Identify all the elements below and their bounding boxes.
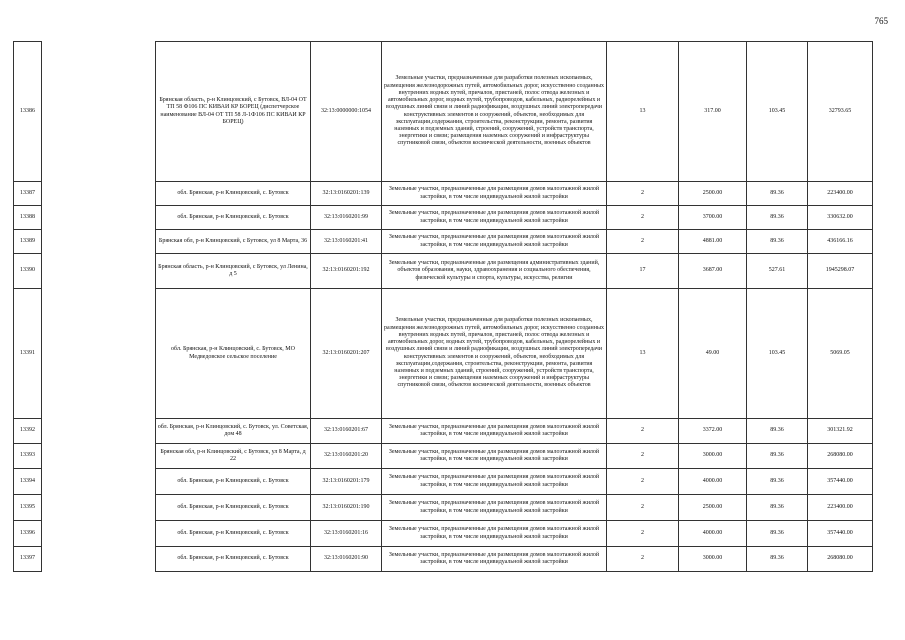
spacer-cell	[42, 42, 156, 182]
address-cell: Брянская обл, р-н Клинцовский, с Бутовск, ул 8 Марта, д 22	[156, 444, 311, 469]
rate-cell: 89.36	[747, 419, 808, 444]
use-group-cell: 2	[607, 444, 679, 469]
land-use-cell: Земельные участки, предназначенные для размещения домов малоэтажной жилой застройки, в том числе индивидуальной жилой застройки	[382, 444, 607, 469]
cadastral-value-cell: 301321.92	[808, 419, 873, 444]
table-row	[14, 521, 873, 547]
use-group-cell: 2	[607, 469, 679, 495]
cadastral-value-cell: 357440.00	[808, 521, 873, 547]
table-row	[14, 206, 873, 230]
area-cell: 3372.00	[679, 419, 747, 444]
table-row	[14, 444, 873, 469]
row-number-cell: 13390	[14, 254, 42, 289]
rate-cell: 527.61	[747, 254, 808, 289]
table-body	[14, 42, 873, 572]
spacer-cell	[42, 547, 156, 572]
cadastral-value-cell: 223400.00	[808, 182, 873, 206]
land-use-cell: Земельные участки, предназначенные для размещения административных зданий, объектов образования, науки, здравоохранения и социального обеспечения, физической культуры и спорта, культуры, искусства, религии	[382, 254, 607, 289]
rate-cell: 89.36	[747, 444, 808, 469]
page-number: 765	[874, 16, 888, 26]
cadastral-number-cell: 32:13:0160201:192	[311, 254, 382, 289]
address-cell: обл. Брянская, р-н Клинцовский, с. Бутовск	[156, 182, 311, 206]
rate-cell: 89.36	[747, 469, 808, 495]
cadastral-value-cell: 268080.00	[808, 444, 873, 469]
cadastral-number-cell: 32:13:0160201:16	[311, 521, 382, 547]
land-use-cell: Земельные участки, предназначенные для разработки полезных ископаемых, размещения железнодорожных путей, автомобильных дорог, искусственно созданных внутренних водных путей, причалов, пристаней, полос отвода железных и автомобильных дорог, водных путей, трубопроводов, кабельных, радиорелейных и воздушных линий связи и линий радиофикации, воздушных линий электропередачи конструктивных элементов и сооружений, объектов, необходимых для эксплуатации,содержания, строительства, реконструкции, ремонта, развития наземных и подземных зданий, строений, сооружений, устройств транспорта, энергетики и связи; размещения наземных сооружений и инфраструктуры спутниковой связи, объектов космической деятельности, военных объектов	[382, 42, 607, 182]
address-cell: обл. Брянская, р-н Клинцовский, с. Бутовск	[156, 495, 311, 521]
cadastral-value-cell: 268080.00	[808, 547, 873, 572]
use-group-cell: 2	[607, 230, 679, 254]
area-cell: 3000.00	[679, 547, 747, 572]
cadastral-value-cell: 223400.00	[808, 495, 873, 521]
area-cell: 2500.00	[679, 495, 747, 521]
area-cell: 3000.00	[679, 444, 747, 469]
address-cell: обл. Брянская, р-н Клинцовский, с. Бутовск	[156, 521, 311, 547]
cadastral-value-cell: 32793.65	[808, 42, 873, 182]
spacer-cell	[42, 495, 156, 521]
table-row	[14, 289, 873, 419]
rate-cell: 89.36	[747, 206, 808, 230]
row-number-cell: 13386	[14, 42, 42, 182]
use-group-cell: 13	[607, 289, 679, 419]
cadastral-value-cell: 357440.00	[808, 469, 873, 495]
row-number-cell: 13394	[14, 469, 42, 495]
spacer-cell	[42, 182, 156, 206]
rate-cell: 89.36	[747, 547, 808, 572]
row-number-cell: 13397	[14, 547, 42, 572]
rate-cell: 89.36	[747, 230, 808, 254]
address-cell: обл. Брянская, р-н Клинцовский, с. Бутовск	[156, 547, 311, 572]
use-group-cell: 2	[607, 419, 679, 444]
table-row	[14, 495, 873, 521]
use-group-cell: 2	[607, 206, 679, 230]
address-cell: обл. Брянская, р-н Клинцовский, с. Бутовск	[156, 206, 311, 230]
row-number-cell: 13392	[14, 419, 42, 444]
land-registry-table	[13, 41, 873, 572]
use-group-cell: 17	[607, 254, 679, 289]
spacer-cell	[42, 419, 156, 444]
spacer-cell	[42, 289, 156, 419]
land-use-cell: Земельные участки, предназначенные для размещения домов малоэтажной жилой застройки, в том числе индивидуальной жилой застройки	[382, 547, 607, 572]
spacer-cell	[42, 206, 156, 230]
row-number-cell: 13393	[14, 444, 42, 469]
spacer-cell	[42, 521, 156, 547]
row-number-cell: 13388	[14, 206, 42, 230]
cadastral-number-cell: 32:13:0160201:20	[311, 444, 382, 469]
cadastral-number-cell: 32:13:0160201:99	[311, 206, 382, 230]
cadastral-number-cell: 32:13:0000000:1054	[311, 42, 382, 182]
address-cell: обл. Брянская, р-н Клинцовский, с. Бутовск, ул. Советская, дом 48	[156, 419, 311, 444]
row-number-cell: 13396	[14, 521, 42, 547]
table-row	[14, 469, 873, 495]
rate-cell: 103.45	[747, 289, 808, 419]
area-cell: 4000.00	[679, 469, 747, 495]
table-row	[14, 230, 873, 254]
use-group-cell: 13	[607, 42, 679, 182]
area-cell: 4881.00	[679, 230, 747, 254]
land-use-cell: Земельные участки, предназначенные для размещения домов малоэтажной жилой застройки, в том числе индивидуальной жилой застройки	[382, 495, 607, 521]
land-use-cell: Земельные участки, предназначенные для размещения домов малоэтажной жилой застройки, в том числе индивидуальной жилой застройки	[382, 469, 607, 495]
cadastral-number-cell: 32:13:0160201:179	[311, 469, 382, 495]
address-cell: Брянская обл, р-н Клинцовский, с Бутовск, ул 8 Марта, 36	[156, 230, 311, 254]
cadastral-number-cell: 32:13:0160201:67	[311, 419, 382, 444]
address-cell: Брянская область, р-н Клинцовский, с Бутовск, ВЛ-04 ОТ ТП 58 Ф106 ПС КИВАИ КР БОРЕЦ (диспетчерское наименование ВЛ-04 ОТ ТП 58 Л-1Ф106 ПС КИВАИ КР БОРЕЦ)	[156, 42, 311, 182]
land-use-cell: Земельные участки, предназначенные для размещения домов малоэтажной жилой застройки, в том числе индивидуальной жилой застройки	[382, 419, 607, 444]
rate-cell: 89.36	[747, 495, 808, 521]
rate-cell: 103.45	[747, 42, 808, 182]
area-cell: 49.00	[679, 289, 747, 419]
land-use-cell: Земельные участки, предназначенные для размещения домов малоэтажной жилой застройки, в том числе индивидуальной жилой застройки	[382, 230, 607, 254]
use-group-cell: 2	[607, 495, 679, 521]
rate-cell: 89.36	[747, 521, 808, 547]
area-cell: 2500.00	[679, 182, 747, 206]
cadastral-value-cell: 5069.05	[808, 289, 873, 419]
cadastral-number-cell: 32:13:0160201:41	[311, 230, 382, 254]
address-cell: Брянская область, р-н Клинцовский, с Бутовск, ул Ленина, д 5	[156, 254, 311, 289]
cadastral-value-cell: 436166.16	[808, 230, 873, 254]
table-row	[14, 547, 873, 572]
address-cell: обл. Брянская, р-н Клинцовский, с. Бутовск, МО Медведовское сельское поселение	[156, 289, 311, 419]
land-use-cell: Земельные участки, предназначенные для размещения домов малоэтажной жилой застройки, в том числе индивидуальной жилой застройки	[382, 521, 607, 547]
spacer-cell	[42, 469, 156, 495]
spacer-cell	[42, 254, 156, 289]
address-cell: обл. Брянская, р-н Клинцовский, с. Бутовск	[156, 469, 311, 495]
use-group-cell: 2	[607, 547, 679, 572]
land-use-cell: Земельные участки, предназначенные для размещения домов малоэтажной жилой застройки, в том числе индивидуальной жилой застройки	[382, 206, 607, 230]
table-row	[14, 254, 873, 289]
row-number-cell: 13395	[14, 495, 42, 521]
cadastral-value-cell: 330632.00	[808, 206, 873, 230]
spacer-cell	[42, 444, 156, 469]
land-use-cell: Земельные участки, предназначенные для размещения домов малоэтажной жилой застройки, в том числе индивидуальной жилой застройки	[382, 182, 607, 206]
area-cell: 3700.00	[679, 206, 747, 230]
area-cell: 3687.00	[679, 254, 747, 289]
cadastral-number-cell: 32:13:0160201:90	[311, 547, 382, 572]
cadastral-number-cell: 32:13:0160201:139	[311, 182, 382, 206]
row-number-cell: 13389	[14, 230, 42, 254]
rate-cell: 89.36	[747, 182, 808, 206]
cadastral-value-cell: 1945298.07	[808, 254, 873, 289]
spacer-cell	[42, 230, 156, 254]
table-row	[14, 42, 873, 182]
cadastral-number-cell: 32:13:0160201:190	[311, 495, 382, 521]
use-group-cell: 2	[607, 182, 679, 206]
land-use-cell: Земельные участки, предназначенные для разработки полезных ископаемых, размещения железнодорожных путей, автомобильных дорог, искусственно созданных внутренних водных путей, причалов, пристаней, полос отвода железных и автомобильных дорог, водных путей, трубопроводов, кабельных, радиорелейных и воздушных линий связи и линий радиофикации, воздушных линий электропередачи конструктивных элементов и сооружений, объектов, необходимых для эксплуатации,содержания, строительства, реконструкции, ремонта, развития наземных и подземных зданий, строений, сооружений, устройств транспорта, энергетики и связи; размещения наземных сооружений и инфраструктуры спутниковой связи, объектов космической деятельности, военных объектов	[382, 289, 607, 419]
area-cell: 317.00	[679, 42, 747, 182]
area-cell: 4000.00	[679, 521, 747, 547]
row-number-cell: 13387	[14, 182, 42, 206]
cadastral-number-cell: 32:13:0160201:207	[311, 289, 382, 419]
table-row	[14, 182, 873, 206]
row-number-cell: 13391	[14, 289, 42, 419]
table-row	[14, 419, 873, 444]
use-group-cell: 2	[607, 521, 679, 547]
